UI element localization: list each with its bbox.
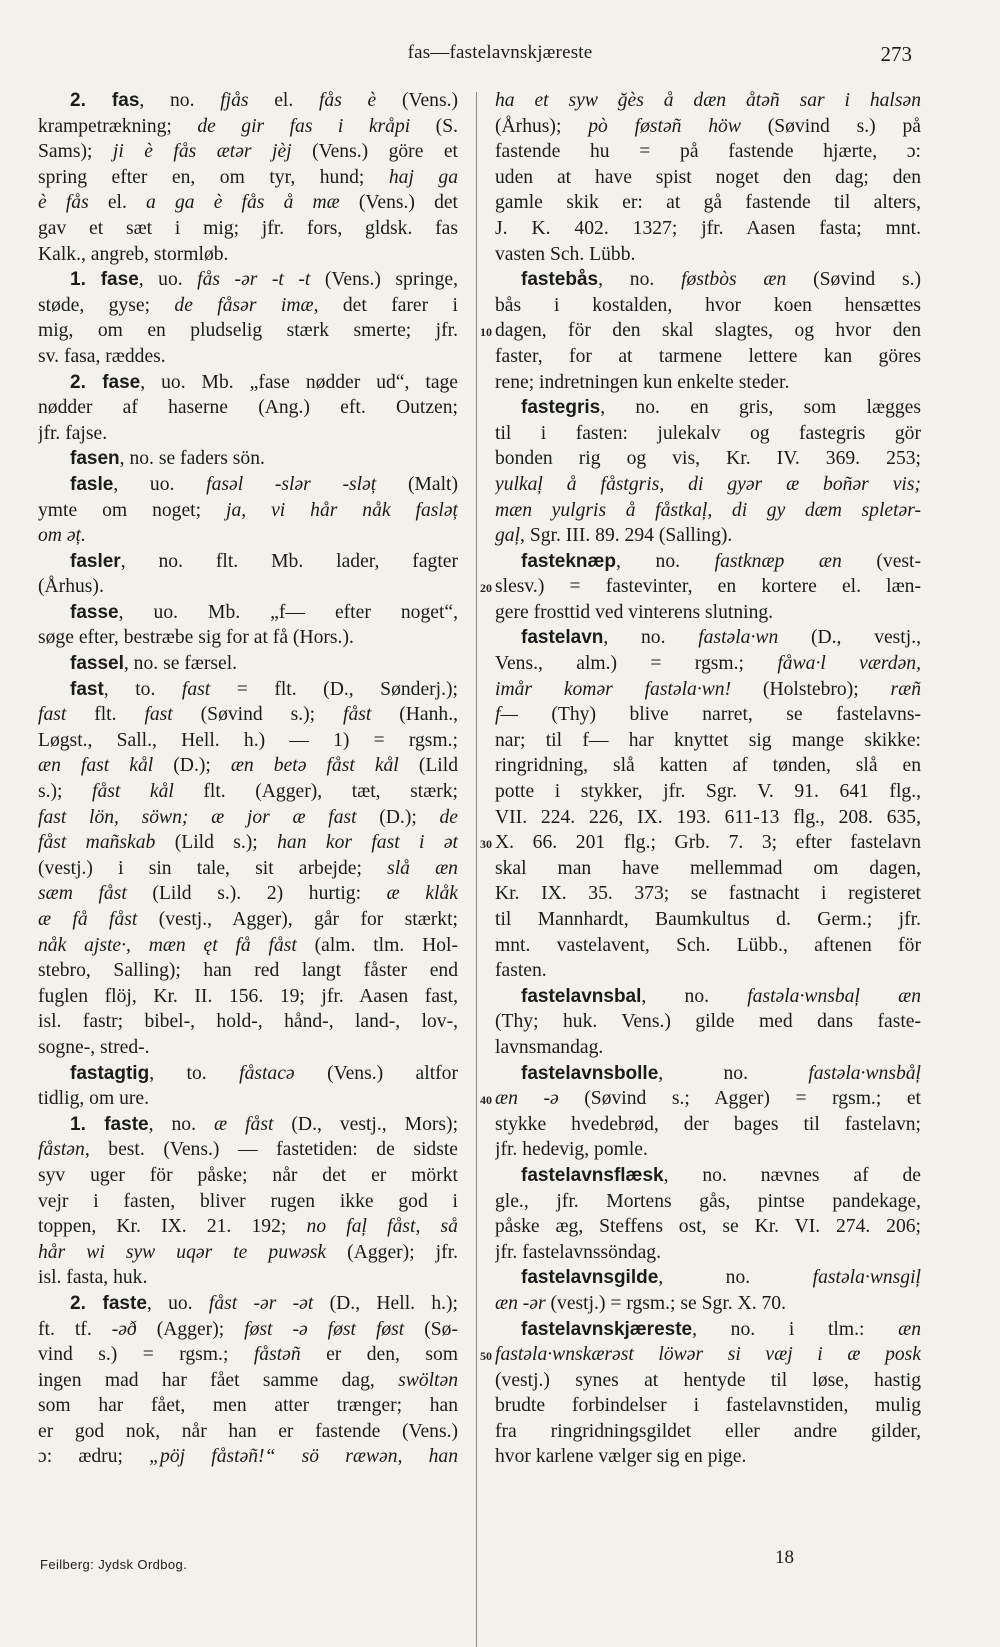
left_column-line: 2. fas, no. fjås el. fås è (Vens.) <box>70 90 458 111</box>
page-number: 273 <box>880 42 912 66</box>
right_column-line: mæn yulgris å fåstkaļ, di gy dæm spletər- <box>495 499 921 521</box>
right_column-line: bonden rig og vis, Kr. IV. 369. 253; <box>495 448 921 470</box>
left-column <box>38 88 458 1470</box>
running-head: fas—fastelavnskjæreste <box>407 42 593 63</box>
right_column-line: dagen, för den skal slagtes, og hvor den <box>495 320 921 342</box>
line-number: 30 <box>480 837 492 852</box>
right_column-line: slesv.) = fastevinter, en kortere el. læn- <box>495 576 921 598</box>
right_column-line: påske æg, Steffens ost, se Kr. VI. 274. 206; <box>495 1216 921 1238</box>
left_column-line: Løgst., Sall., Hell. h.) — 1) = rgsm.; <box>38 729 458 751</box>
right_column-line: gaļ, Sgr. III. 89. 294 (Salling). <box>495 525 733 547</box>
left_column-line: hår wi syw uqər te puwəsk (Agger); jfr. <box>38 1241 458 1263</box>
left_column-line: jfr. fajse. <box>38 422 108 444</box>
right_column-line: faster, for at tarmene lettere kan göres <box>495 345 921 367</box>
left_column-line: isl. fasta, huk. <box>38 1267 148 1289</box>
left_column-line: syv uger för påske; når det er mörkt <box>38 1164 458 1186</box>
left_column-line: ɔ: ædru; „pöj fåstəñ!“ sö ræwən, han <box>38 1446 458 1468</box>
left_column-line: (Århus). <box>38 576 104 598</box>
left_column-line: æ få fåst (vestj., Agger), går for stærkt; <box>38 909 458 930</box>
left_column-line: ingen mad har fået samme dag, swöltən <box>38 1369 458 1391</box>
right_column-line: ha et syw ğès å dæn åtəñ sar i halsən <box>495 90 921 111</box>
right_column-line: til Mannhardt, Baumkultus d. Germ.; jfr. <box>495 909 921 930</box>
right_column-line: f— (Thy) blive narret, se fastelavns- <box>495 704 921 726</box>
line-number: 50 <box>480 1349 492 1364</box>
right_column-line: vasten Sch. Lübb. <box>495 243 636 265</box>
left_column-line: fasler, no. flt. Mb. lader, fagter <box>70 550 458 572</box>
left_column-line: tidlig, om ure. <box>38 1088 150 1110</box>
right_column-line: imår komər fastəla·wn! (Holstebro); ræñ <box>495 678 921 700</box>
left_column-line: mig, om en pludselig stærk smerte; jfr. <box>38 320 458 342</box>
left_column-line: søge efter, bestræbe sig for at få (Hors.). <box>38 627 354 649</box>
right_column-line: fasten. <box>495 960 547 982</box>
right_column-line: lavnsmandag. <box>495 1036 604 1058</box>
right_column-line: stykke hvedebrød, der bages til fastelavn; <box>495 1113 921 1135</box>
right-column <box>495 88 921 1470</box>
left_column-line: om əț. <box>38 525 86 547</box>
right_column-line: fastende hu = på fastende hjærte, ɔ: <box>495 141 921 163</box>
right_column-line: potte i stykker, jfr. Sgr. V. 91. 641 flg., <box>495 781 921 803</box>
left_column-line: sæm fåst (Lild s.). 2) hurtig: æ klåk <box>38 883 458 905</box>
right_column-line: fasteknæp, no. fastknæp æn (vest- <box>521 550 921 572</box>
right_column-line: æn -ər (vestj.) = rgsm.; se Sgr. X. 70. <box>495 1292 786 1314</box>
left_column-line: nødder af haserne (Ang.) eft. Outzen; <box>38 397 458 419</box>
left_column-line: Sams); ji è fås ætər jèj (Vens.) göre et <box>38 141 458 163</box>
column-rule <box>476 92 477 1647</box>
left_column-line: vind s.) = rgsm.; fåstəñ er den, som <box>38 1344 458 1366</box>
right_column-line: fastelavn, no. fastəla·wn (D., vestj., <box>521 627 921 649</box>
left_column-line: gav et sæt i mig; jfr. fors, gldsk. fas <box>38 217 458 239</box>
right_column-line: (Thy; huk. Vens.) gilde med dans faste- <box>495 1011 921 1033</box>
left_column-line: støde, gyse; de fåsər imæ, det farer i <box>38 294 458 316</box>
left_column-line: ft. tf. -əð (Agger); føst -ə føst føst (Sø- <box>38 1318 458 1340</box>
right_column-line: fastelavnsgilde, no. fastəla·wnsgiļ <box>521 1267 921 1289</box>
right_column-line: uden at have spist noget den dag; den <box>495 166 921 188</box>
right_column-line: gle., jfr. Mortens gås, pintse pandekage, <box>495 1190 921 1212</box>
right_column-line: fra ringridningsgildet eller andre gilder, <box>495 1420 921 1442</box>
right_column-line: (Århus); pò føstəñ höw (Søvind s.) på <box>495 115 921 137</box>
left_column-line: s.); fåst kål flt. (Agger), tæt, stærk; <box>38 781 458 803</box>
left_column-line: spring efter en, om tyr, hund; haj ga <box>38 166 458 188</box>
right_column-line: fastegris, no. en gris, som lægges <box>521 397 921 419</box>
left_column-line: fassel, no. se færsel. <box>70 653 238 675</box>
right_column-line: nar; til f— har knyttet sig mange skikke: <box>495 729 921 751</box>
left_column-line: ymte om noget; ja, vi hår nåk fasləț <box>38 499 458 521</box>
signature-mark: 18 <box>775 1547 794 1568</box>
left_column-line: som har fået, men atter trænger; han <box>38 1395 458 1417</box>
right_column-line: X. 66. 201 flg.; Grb. 7. 3; efter fastelavn <box>495 832 921 854</box>
left_column-line: sogne-, stred-. <box>38 1036 150 1058</box>
left_column-line: vejr i fasten, bliver rugen ikke god i <box>38 1190 458 1212</box>
right_column-line: Kr. IX. 35. 373; se fastnacht i registeret <box>495 883 921 905</box>
left_column-line: fuglen flöj, Kr. II. 156. 19; jfr. Aasen fast, <box>38 985 458 1007</box>
right_column-line: Vens., alm.) = rgsm.; fåwa·l værdən, <box>495 653 921 675</box>
right_column-line: jfr. fastelavnssöndag. <box>495 1241 661 1263</box>
left_column-line: fasse, uo. Mb. „f— efter noget“, <box>70 601 458 623</box>
right_column-line: jfr. hedevig, pomle. <box>495 1139 648 1161</box>
left_column-line: è fås el. a ga è fås å mæ (Vens.) det <box>38 192 458 214</box>
left_column-line: fastagtig, to. fåstacə (Vens.) altfor <box>70 1062 458 1084</box>
left_column-line: stebro, Salling); han red langt fåster end <box>38 960 458 982</box>
right_column-line: hvor karlene vælger sig en pige. <box>495 1446 747 1468</box>
left_column-line: fåst mañskab (Lild s.); han kor fast i ət <box>38 832 458 854</box>
left_column-line: 1. faste, no. æ fåst (D., vestj., Mors); <box>70 1113 458 1135</box>
line-number: 10 <box>480 325 492 340</box>
line-number: 20 <box>480 581 492 596</box>
right_column-line: gamle skik er: at gå fastende til alters, <box>495 192 921 214</box>
left_column-line: fasle, uo. fasəl -slər -sləț (Malt) <box>70 473 458 495</box>
right_column-line: fastebås, no. føstbòs æn (Søvind s.) <box>521 269 921 291</box>
right_column-line: yulkaļ å fåstgris, di gyər æ boñər vis; <box>495 473 921 495</box>
left_column-line: fast lön, söwn; æ jor æ fast (D.); de <box>38 806 458 828</box>
left_column-line: æn fast kål (D.); æn betə fåst kål (Lild <box>38 755 458 777</box>
right_column-line: fastelavnsflæsk, no. nævnes af de <box>521 1164 921 1186</box>
publisher-footer: Feilberg: Jydsk Ordbog. <box>40 1557 188 1572</box>
right_column-line: gere frosttid ved vinterens slutning. <box>495 601 774 623</box>
left_column-line: (vestj.) i sin tale, sit arbejde; slå æn <box>38 857 458 879</box>
right_column-line: J. K. 402. 1327; jfr. Aasen fasta; mnt. <box>495 217 921 239</box>
left_column-line: isl. fastr; bibel-, hold-, hånd-, land-, lov-, <box>38 1011 458 1033</box>
right_column-line: bås i kostalden, hvor koen hensættes <box>495 294 921 316</box>
right_column-line: fastəla·wnskærəst löwər si væj i æ posk <box>495 1344 921 1366</box>
left_column-line: 2. faste, uo. fåst -ər -ət (D., Hell. h.); <box>70 1292 458 1314</box>
left_column-line: sv. fasa, ræddes. <box>38 345 166 367</box>
left_column-line: 1. fase, uo. fås -ər -t -t (Vens.) springe, <box>70 269 458 291</box>
page-header <box>0 38 1000 78</box>
left_column-line: fast, to. fast = flt. (D., Sønderj.); <box>70 678 458 700</box>
right_column-line: fastelavnsbal, no. fastəla·wnsbaļ æn <box>521 985 921 1007</box>
right_column-line: mnt. vastelavent, Sch. Lübb., aftenen för <box>495 934 921 956</box>
left_column-line: fast flt. fast (Søvind s.); fåst (Hanh., <box>38 704 458 726</box>
left_column-line: fasen, no. se faders sön. <box>70 448 265 470</box>
left_column-line: toppen, Kr. IX. 21. 192; no faļ fåst, så <box>38 1216 458 1238</box>
right_column-line: brudte forbindelser i fastelavnstiden, mulig <box>495 1395 921 1417</box>
right_column-line: VII. 224. 226, IX. 193. 611-13 flg., 208. 635, <box>495 806 921 828</box>
right_column-line: til i fasten: julekalv og fastegris gör <box>495 422 921 444</box>
left_column-line: Kalk., angreb, stormløb. <box>38 243 229 265</box>
right_column-line: (vestj.) synes at hentyde til løse, hastig <box>495 1369 921 1391</box>
right_column-line: skal man have mellemmad om dagen, <box>495 857 921 879</box>
left_column-line: fåstən, best. (Vens.) — fastetiden: de sidste <box>38 1139 458 1161</box>
line-number: 40 <box>480 1093 492 1108</box>
right_column-line: rene; indretningen kun enkelte steder. <box>495 371 790 393</box>
left_column-line: er god nok, når han er fastende (Vens.) <box>38 1420 458 1442</box>
left_column-line: nåk ajste·, mæn ęt få fåst (alm. tlm. Hol- <box>38 934 458 956</box>
left_column-line: 2. fase, uo. Mb. „fase nødder ud“, tage <box>70 371 458 393</box>
right_column-line: ringridning, slå katten af tønden, slå en <box>495 755 921 777</box>
right_column-line: fastelavnskjæreste, no. i tlm.: æn <box>521 1318 921 1340</box>
right_column-line: fastelavnsbolle, no. fastəla·wnsbåļ <box>521 1062 921 1084</box>
right_column-line: æn -ə (Søvind s.; Agger) = rgsm.; et <box>495 1088 921 1110</box>
left_column-line: krampetrækning; de gir fas i kråpi (S. <box>38 115 458 137</box>
